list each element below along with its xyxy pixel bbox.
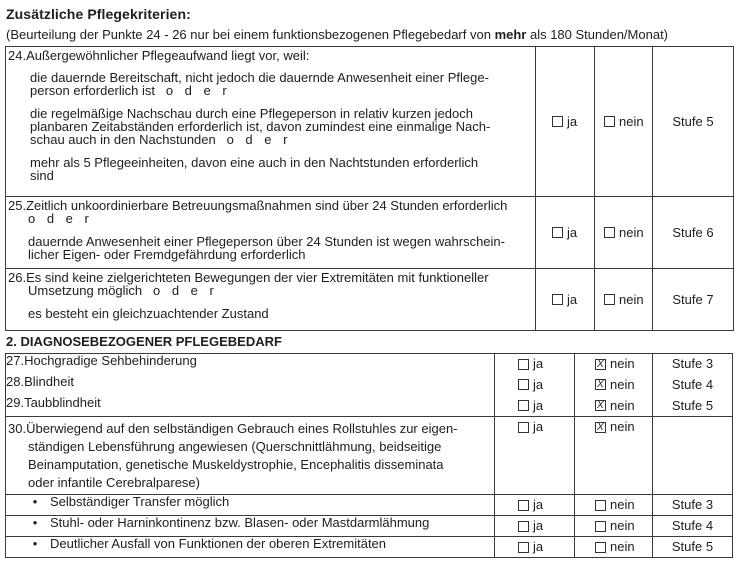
criterion-row-25 bbox=[6, 197, 734, 269]
nein-cell bbox=[575, 354, 653, 375]
nein-label: nein bbox=[619, 224, 644, 240]
checkbox-icon[interactable] bbox=[518, 521, 529, 532]
ja-cell bbox=[536, 197, 595, 269]
ja-label: ja bbox=[533, 497, 544, 512]
stufe-cell: Stufe 7 bbox=[653, 269, 734, 331]
ja-checkbox[interactable] bbox=[518, 420, 543, 434]
stufe-cell: Stufe 5 bbox=[653, 47, 734, 197]
criterion-line: schau auch in den Nachstunden bbox=[30, 132, 216, 147]
nein-cell bbox=[575, 537, 653, 558]
criterion-line: die dauernde Bereitschaft, nicht jedoch die dauernde Anwesenheit einer Pflege- bbox=[30, 70, 489, 85]
checkbox-icon[interactable] bbox=[518, 422, 529, 433]
bullet-icon: • bbox=[32, 494, 38, 509]
bullet-text: Selbständiger Transfer möglich bbox=[50, 494, 230, 509]
ja-checkbox[interactable] bbox=[518, 399, 543, 413]
section-heading-diagnose: 2. DIAGNOSEBEZOGENER PFLEGEBEDARF bbox=[6, 334, 282, 349]
diagnosis-row-30 bbox=[6, 417, 733, 495]
stufe-cell: Stufe 6 bbox=[653, 197, 734, 269]
ja-cell bbox=[495, 354, 575, 375]
ja-checkbox[interactable] bbox=[518, 519, 543, 533]
nein-cell bbox=[575, 495, 653, 516]
checkbox-icon[interactable] bbox=[604, 227, 615, 238]
bullet-row bbox=[6, 537, 733, 558]
nein-label: nein bbox=[610, 356, 635, 371]
criterion-heading: 24.Außergewöhnlicher Pflegeaufwand liegt vor, weil: bbox=[8, 48, 310, 63]
checkbox-icon[interactable] bbox=[552, 227, 563, 238]
diagnosis-row-27 bbox=[6, 354, 733, 375]
nein-checkbox[interactable] bbox=[595, 498, 635, 512]
section-title: Zusätzliche Pflegekriterien: bbox=[6, 6, 191, 22]
nein-checkbox[interactable] bbox=[604, 293, 644, 306]
stufe-cell: Stufe 3 bbox=[653, 495, 733, 516]
criterion-text bbox=[6, 269, 536, 331]
bullet-text-cell bbox=[6, 516, 495, 537]
checked-box-icon[interactable] bbox=[595, 422, 606, 433]
checkbox-icon[interactable] bbox=[604, 294, 615, 305]
bullet-row bbox=[6, 516, 733, 537]
stufe-cell: Stufe 3 bbox=[653, 354, 733, 375]
nein-label: nein bbox=[619, 113, 644, 129]
ja-cell bbox=[536, 47, 595, 197]
diagnosis-text: 29.Taubblindheit bbox=[6, 396, 495, 417]
bullet-icon: • bbox=[32, 515, 38, 530]
ja-checkbox[interactable] bbox=[518, 357, 543, 371]
ja-cell bbox=[495, 495, 575, 516]
criterion-line: dauernde Anwesenheit einer Pflegeperson über 24 Stunden ist wegen wahrschein- bbox=[28, 234, 505, 249]
nein-label: nein bbox=[610, 376, 635, 392]
section-subtitle bbox=[6, 27, 668, 42]
nein-cell bbox=[575, 516, 653, 537]
nein-checkbox[interactable] bbox=[595, 378, 635, 392]
ja-cell bbox=[536, 269, 595, 331]
subtitle-text: (Beurteilung der Punkte 24 - 26 nur bei einem funktionsbezogenen Pflegebedarf von bbox=[6, 27, 495, 42]
ja-cell bbox=[495, 516, 575, 537]
stufe-cell: Stufe 4 bbox=[653, 375, 733, 396]
ja-label: ja bbox=[533, 356, 544, 371]
oder-label: o d e r bbox=[165, 83, 231, 98]
ja-cell bbox=[495, 375, 575, 396]
criterion-line: mehr als 5 Pflegeeinheiten, davon eine auch in den Nachtstunden erforderlich bbox=[30, 155, 479, 170]
ja-cell bbox=[495, 396, 575, 417]
ja-label: ja bbox=[533, 539, 544, 554]
checkbox-icon[interactable] bbox=[604, 116, 615, 127]
nein-checkbox[interactable] bbox=[604, 226, 644, 239]
diagnosis-row-28 bbox=[6, 375, 733, 396]
nein-checkbox[interactable] bbox=[595, 357, 635, 371]
bullet-row bbox=[6, 495, 733, 516]
criterion-line: es besteht ein gleichzuachtender Zustand bbox=[28, 306, 269, 321]
checkbox-icon[interactable] bbox=[595, 500, 606, 511]
nein-label: nein bbox=[610, 518, 635, 533]
criterion-line: sind bbox=[30, 168, 54, 183]
ja-label: ja bbox=[533, 518, 544, 533]
criterion-heading: 26.Es sind keine zielgerichteten Bewegungen der vier Extremitäten mit funktioneller bbox=[8, 270, 489, 285]
nein-checkbox[interactable] bbox=[595, 519, 635, 533]
checkbox-icon[interactable] bbox=[518, 500, 529, 511]
diagnosis-text: 28.Blindheit bbox=[6, 375, 495, 396]
nein-cell bbox=[595, 47, 653, 197]
diagnosis-text: 27.Hochgradige Sehbehinderung bbox=[6, 354, 495, 375]
diagnosis-row-29 bbox=[6, 396, 733, 417]
criterion-text bbox=[6, 47, 536, 197]
nein-cell bbox=[595, 197, 653, 269]
ja-checkbox[interactable] bbox=[552, 115, 577, 128]
bullet-text: Stuhl- oder Harninkontinenz bzw. Blasen- oder Mastdarmlähmung bbox=[50, 515, 430, 530]
subtitle-bold: mehr bbox=[494, 27, 527, 42]
ja-checkbox[interactable] bbox=[518, 498, 543, 512]
ja-label: ja bbox=[567, 291, 578, 307]
nein-checkbox[interactable] bbox=[604, 115, 644, 128]
checked-box-icon[interactable] bbox=[595, 400, 606, 411]
bullet-text: Deutlicher Ausfall von Funktionen der oberen Extremitäten bbox=[50, 536, 387, 551]
diagnosis-table bbox=[5, 353, 733, 558]
nein-label: nein bbox=[610, 497, 635, 512]
checkbox-icon[interactable] bbox=[518, 400, 529, 411]
ja-label: ja bbox=[533, 397, 544, 413]
oder-label: o d e r bbox=[226, 132, 292, 147]
checked-box-icon[interactable] bbox=[595, 379, 606, 390]
diagnosis-line: 30.Überwiegend auf den selbständigen Gebrauch eines Rollstuhles zur eigen- bbox=[8, 421, 458, 436]
nein-cell bbox=[595, 269, 653, 331]
ja-label: ja bbox=[567, 224, 578, 240]
criterion-heading: 25.Zeitlich unkoordinierbare Betreuungsmaßnahmen sind über 24 Stunden erforderlich bbox=[8, 198, 508, 213]
checked-box-icon[interactable] bbox=[595, 359, 606, 370]
stufe-cell: Stufe 5 bbox=[653, 396, 733, 417]
subtitle-text-end: als 180 Stunden/Monat) bbox=[526, 27, 669, 42]
diagnosis-line: ständigen Lebensführung angewiesen (Querschnittlähmung, beidseitige bbox=[28, 439, 442, 454]
criterion-line: Umsetzung möglich bbox=[28, 283, 143, 298]
nein-label: nein bbox=[610, 539, 635, 554]
ja-checkbox[interactable] bbox=[552, 226, 577, 239]
criterion-text bbox=[6, 197, 536, 269]
stufe-cell: Stufe 5 bbox=[653, 537, 733, 558]
stufe-cell: Stufe 4 bbox=[653, 516, 733, 537]
ja-checkbox[interactable] bbox=[552, 293, 577, 306]
checkbox-icon[interactable] bbox=[595, 542, 606, 553]
nein-checkbox[interactable] bbox=[595, 399, 635, 413]
bullet-text-cell bbox=[6, 495, 495, 516]
oder-label: o d e r bbox=[28, 211, 93, 226]
criteria-table bbox=[5, 46, 734, 331]
checkbox-icon[interactable] bbox=[552, 294, 563, 305]
nein-label: nein bbox=[610, 419, 635, 434]
nein-cell bbox=[575, 375, 653, 396]
ja-label: ja bbox=[567, 113, 578, 129]
oder-label: o d e r bbox=[153, 283, 218, 298]
nein-label: nein bbox=[619, 291, 644, 307]
criterion-line: die regelmäßige Nachschau durch eine Pflegeperson in relativ kurzen jedoch bbox=[30, 106, 473, 121]
criterion-line: person erforderlich ist bbox=[30, 83, 155, 98]
nein-cell bbox=[575, 417, 653, 495]
nein-label: nein bbox=[610, 397, 635, 413]
ja-checkbox[interactable] bbox=[518, 540, 543, 554]
bullet-icon: • bbox=[32, 536, 38, 551]
ja-cell bbox=[495, 417, 575, 495]
checkbox-icon[interactable] bbox=[518, 542, 529, 553]
nein-cell bbox=[575, 396, 653, 417]
checkbox-icon[interactable] bbox=[595, 521, 606, 532]
ja-cell bbox=[495, 537, 575, 558]
bullet-text-cell bbox=[6, 537, 495, 558]
stufe-cell bbox=[653, 417, 733, 495]
checkbox-icon[interactable] bbox=[552, 116, 563, 127]
nein-checkbox[interactable] bbox=[595, 420, 635, 434]
criterion-row-24 bbox=[6, 47, 734, 197]
diagnosis-line: Beinamputation, genetische Muskeldystrophie, Encephalitis disseminata bbox=[28, 457, 444, 472]
criterion-line: licher Eigen- oder Fremdgefährdung erforderlich bbox=[28, 247, 306, 262]
diagnosis-text bbox=[6, 417, 495, 495]
nein-checkbox[interactable] bbox=[595, 540, 635, 554]
ja-label: ja bbox=[533, 419, 544, 434]
checkbox-icon[interactable] bbox=[518, 359, 529, 370]
ja-label: ja bbox=[533, 376, 544, 392]
criterion-row-26 bbox=[6, 269, 734, 331]
criterion-line: planbaren Zeitabständen erforderlich ist, davon zumindest eine einmalige Nach- bbox=[30, 119, 491, 134]
diagnosis-line: oder infantile Cerebralparese) bbox=[28, 475, 200, 490]
checkbox-icon[interactable] bbox=[518, 379, 529, 390]
ja-checkbox[interactable] bbox=[518, 378, 543, 392]
